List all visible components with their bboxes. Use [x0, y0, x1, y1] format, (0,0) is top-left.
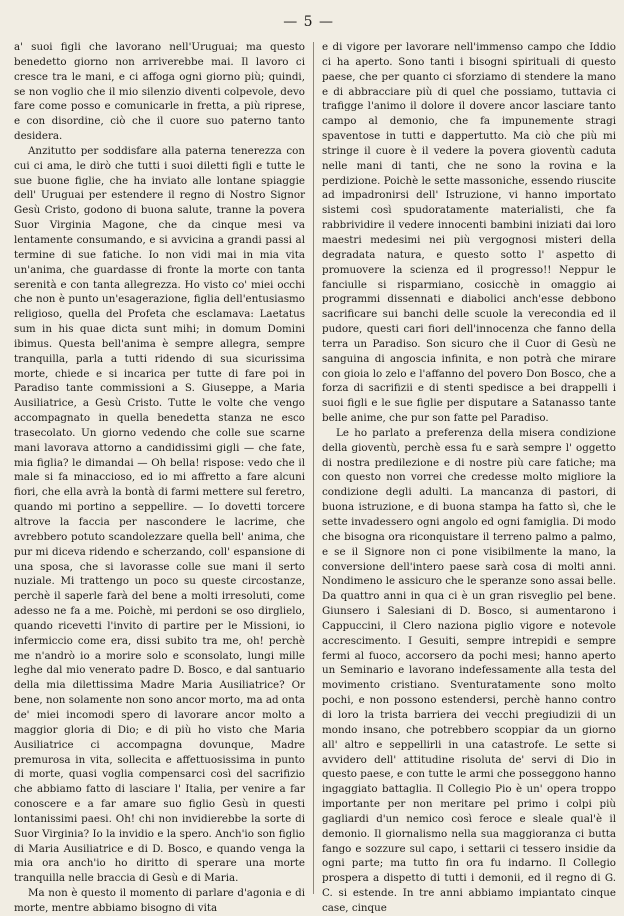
left-column	[14, 40, 305, 914]
column-divider	[313, 42, 314, 894]
paragraph: a' suoi figli che lavorano nell'Uruguai; ma questo benedetto giorno non arriverebbe mai. Il lavoro ci cresce tra le mani, e ci affoga ogni giorno più; quindi, se non voglio che il mio silenzio diventi colpevole, devo fare come posso e comunicarle in fretta, a più riprese, e con disordine, ciò che il cuore suo paterno tanto desidera.	[14, 41, 305, 143]
paragraph: Ma non è questo il momento di parlare d'agonia e di morte, mentre abbiamo bisogno di vita	[14, 887, 305, 914]
right-column	[322, 40, 616, 914]
paragraph: e di vigore per lavorare nell'immenso campo che Iddio ci ha aperto. Sono tanti i bisogni spirituali di questo paese, che per quanto ci sforziamo di stendere la mano e di abbracciare più di quel che possiamo, tuttavia ci trafigge l'animo il dolore il dovere ancor lasciare tanto campo al demonio, che fa impunemente stragi spaventose in tutti e dappertutto. Ma ciò che più mi stringe il cuore è il vedere la povera gioventù caduta nelle mani di tanti, che ne sono la rovina e la perdizione. Poichè le sette massoniche, essendo riuscite ad impadronirsi dell' Istruzione, vi hanno importato sistemi così spudoratamente materialisti, che fa rabbrividire il vedere innocenti bambini iniziati dai loro maestri medesimi nei più vergognosi misteri della degradata natura, e questo sotto l' aspetto di promuovere la scienza ed il progresso!! Neppur le fanciulle si risparmiano, cosicchè in omaggio ai programmi dissennati e diabolici anch'esse debbono sacrificare sui banchi delle scuole la verecondia ed il pudore, questi cari fiori dell'innocenza che fanno della terra un Paradiso. Son sicuro che il Cuor di Gesù ne sanguina di angoscia infinita, e non potrà che mirare con gioia lo zelo e l'affanno del povero Don Bosco, che a forza di sacrifizii e di stenti spedisce a bei drappelli i suoi figli e le sue figlie per disputare a Satanasso tante belle anime, che pur son fatte pel Paradiso.	[322, 41, 616, 425]
paragraph: Anzitutto per soddisfare alla paterna tenerezza con cui ci ama, le dirò che tutti i suoi diletti figli e tutte le sue buone figlie, che ha inviato alle lontane spiaggie dell' Uruguai per estendere il regno di Nostro Signor Gesù Cristo, godono di buona salute, tranne la povera Suor Virginia Magone, che da cinque mesi va lentamente consumando, e si avvicina a grandi passi al termine di sue fatiche. Io non vidi mai in mia vita un'anima, che guardasse di fronte la morte con tanta serenità e con tanta allegrezza. Ho visto co' miei occhi che non è punto un'esagerazione, figlia dell'entusiasmo religioso, quella del Profeta che esclamava: Laetatus sum in his quae dicta sunt mihi; in domum Domini ibimus. Questa bell'anima è sempre allegra, sempre tranquilla, parla a tutti ridendo di sua sicurissima morte, chiede e si incarica per tutte di fare poi in Paradiso tante commissioni a S. Giuseppe, a Maria Ausiliatrice, a Gesù Cristo. Tutte le volte che vengo accompagnato in quella benedetta stanza ne esco trasecolato. Un giorno vedendo che colle sue scarne mani lavorava attorno a candidissimi gigli — che fate, mia figlia? le dimandai — Oh bella! rispose: vedo che il male si fa minaccioso, ed io mi affretto a fare alcuni fiori, che ella avrà la bontà di farmi mettere sul feretro, quando mi portino a seppellire. — Io dovetti torcere altrove la faccia per nascondere le lacrime, che avrebbero potuto scandolezzare quella bell' anima, che pur mi diceva ridendo e scherzando, coll' espansione di una sposa, che si lavorasse colle sue mani il serto nuziale. Mi trattengo un poco su queste circostanze, perchè il saperle farà del bene a molti irresoluti, come adesso ne fa a me. Poichè, mi perdoni se oso dirglielo, quando ricevetti l'invito di partire per le Missioni, io infermiccio come era, dissi subito tra me, oh! perchè me n'andrò io a morire solo e sconsolato, lungi mille leghe dal mio venerato padre D. Bosco, e dal santuario della mia dilettissima Madre Maria Ausiliatrice? Or bene, non solamente non sono ancor morto, ma ad onta de' miei incomodi spero di lavorare ancor molto a maggior gloria di Dio; e di più ho visto che Maria Ausiliatrice ci accompagna dovunque, Madre premurosa in vita, sollecita e affettuosissima in punto di morte, quasi voglia compensarci così del sacrifizio che abbiamo fatto di lasciare l' Italia, per venire a far conoscere e a far amare suo figlio Gesù in questi lontanissimi paesi. Oh! chi non invidierebbe la sorte di Suor Virginia? Io la invidio e la spero. Anch'io son figlio di Maria Ausiliatrice e di D. Bosco, e quando venga la mia ora anch'io ho diritto di sperare una morte tranquilla nelle braccia di Gesù e di Maria.	[14, 144, 305, 885]
page-number: — 5 —	[283, 14, 334, 30]
paragraph: Le ho parlato a preferenza della misera condizione della gioventù, perchè essa fu e sarà sempre l' oggetto di nostra predilezione e di nostre più care fatiche; ma con questo non vorrei che credesse molto migliore la condizione degli adulti. La mancanza di pastori, di buona istruzione, e di buona stampa ha fatto sì, che le sette invadessero ogni angolo ed ogni famiglia. Di modo che bisogna ora riconquistare il terreno palmo a palmo, e se il Signore non ci pone visibilmente la mano, la conversione dell'intero paese sarà cosa di molti anni. Nondimeno le assicuro che le speranze sono assai belle. Da quattro anni in qua ci è un gran risveglio pel bene. Giunsero i Salesiani di D. Bosco, si aumentarono i Cappuccini, il Clero naziona piglio vigore e notevole accrescimento. I Gesuiti, sempre intrepidi e sempre fermi al fuoco, accorsero da pochi mesi; hanno aperto un Seminario e lavorano indefessamente alla testa del movimento cristiano. Sventuratamente sono molto pochi, e non possono estendersi, perchè hanno contro di loro la trista barriera dei vecchi pregiudizii di un mondo insano, che potrebbero scoppiar da un giorno all' altro e seppellirli in una catastrofe. Le sette si avvidero dell' attitudine risoluta de' servi di Dio in questo paese, e con tutte le armi che posseggono hanno ingaggiato battaglia. Il Collegio Pio è un' opera troppo importante per non meritare pel primo i colpi più gagliardi d'un nemico così feroce e sleale qual'è il demonio. Il giornalismo nella sua maggioranza ci butta fango e sozzure sul capo, i settarii ci tessero insidie da ogni parte; ma tutto fin ora fu indarno. Il Collegio prospera a dispetto di tutti i demonii, ed il regno di G. C. si estende. In tre anni abbiamo impiantato cinque case, cinque	[322, 426, 616, 914]
